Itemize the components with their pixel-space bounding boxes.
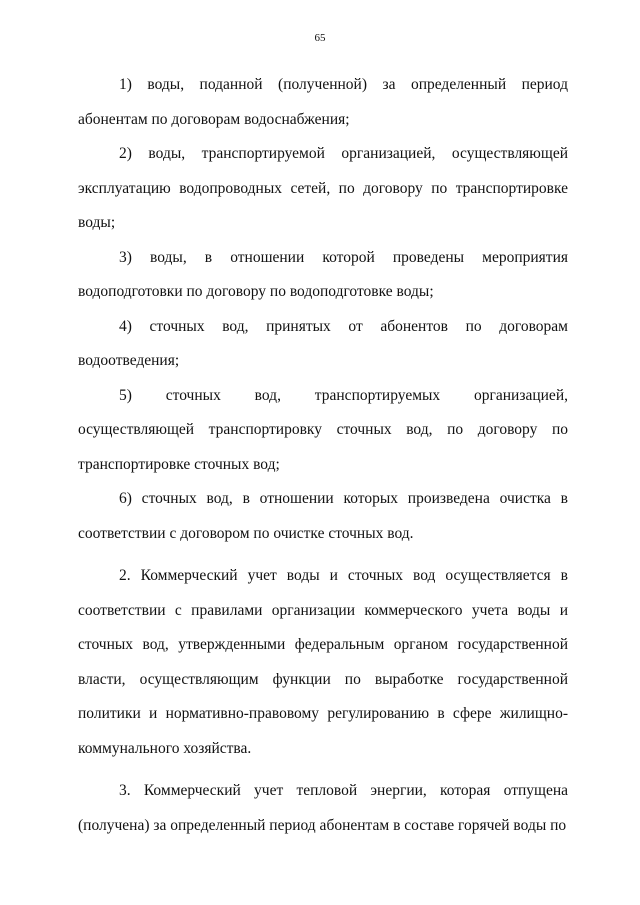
paragraph-section-3: 3. Коммерческий учет тепловой энергии, которая отпущена (получена) за определенный период абонентам в составе горячей воды по: [78, 782, 568, 834]
paragraph-item-2: 2) воды, транспортируемой организацией, осуществляющей эксплуатацию водопроводных сетей, по договору по транспортировке воды;: [78, 145, 568, 231]
document-body: [78, 68, 568, 843]
paragraph-item-5: 5) сточных вод, транспортируемых организацией, осуществляющей транспортировку сточных вод, по договору по транспортировке сточных вод;: [78, 386, 568, 473]
paragraph-item-1: 1) воды, поданной (полученной) за определенный период абонентам по договорам водоснабжения;: [78, 76, 568, 128]
paragraph-gap: [78, 551, 568, 559]
paragraph-section-2: 2. Коммерческий учет воды и сточных вод осуществляется в соответствии с правилами организации коммерческого учета воды и сточных вод, утвержденными федеральным органом государственной власти, осуществляющим функции по выработке государственной политики и нормативно-правовому регулированию в сфере жилищно-коммунального хозяйства.: [78, 567, 568, 757]
paragraph-item-6: 6) сточных вод, в отношении которых произведена очистка в соответствии с договором по очистке сточных вод.: [78, 490, 568, 542]
paragraph-item-3: 3) воды, в отношении которой проведены мероприятия водоподготовки по договору по водоподготовке воды;: [78, 248, 568, 300]
page-number: 65: [314, 32, 326, 44]
paragraph-gap: [78, 766, 568, 774]
paragraph-item-4: 4) сточных вод, принятых от абонентов по договорам водоотведения;: [78, 317, 568, 369]
